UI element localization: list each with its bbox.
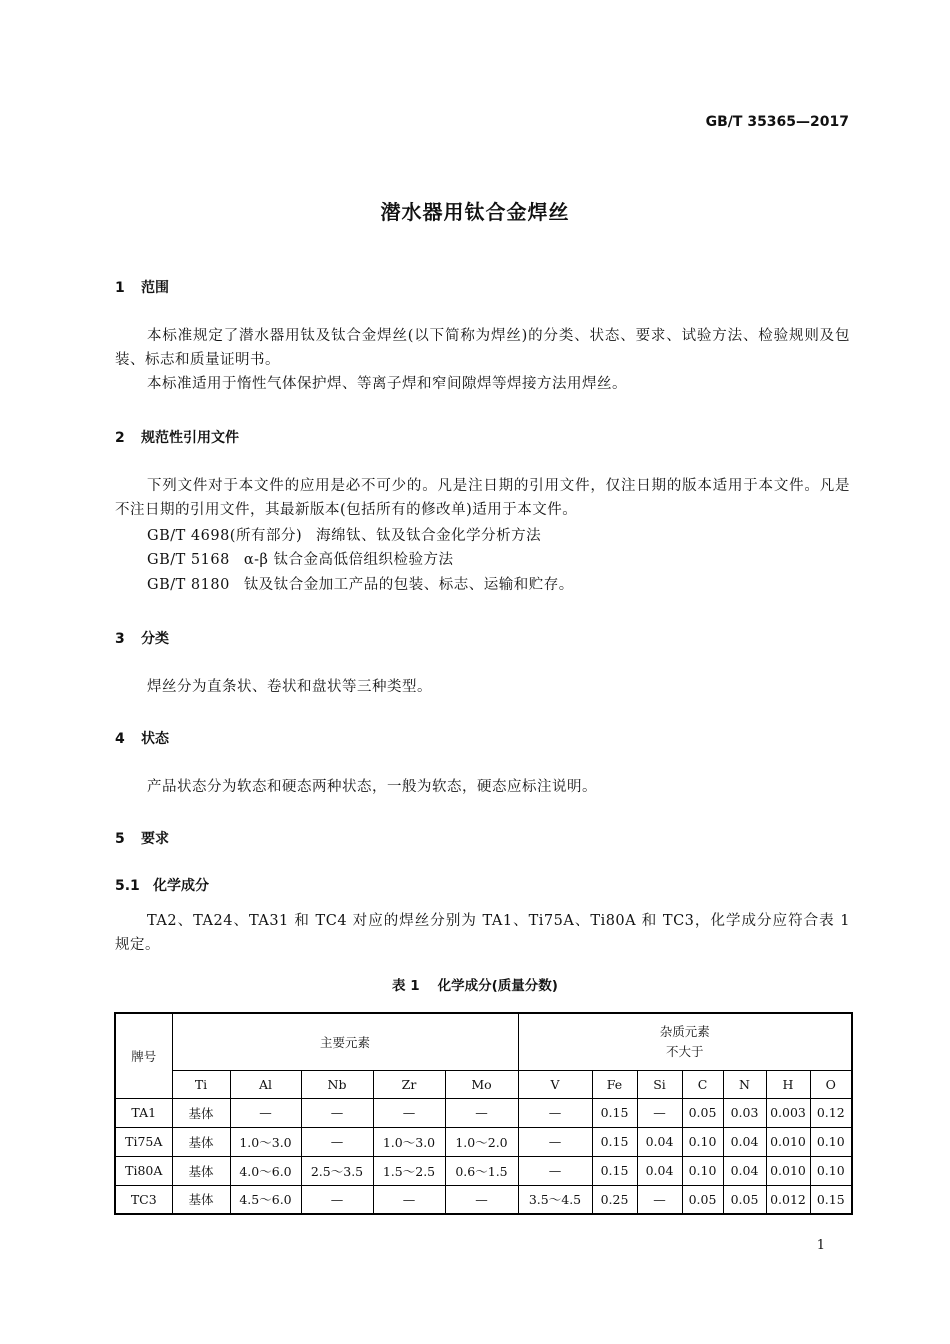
- reference-code: GB/T 8180: [147, 577, 230, 593]
- value-cell: 0.05: [682, 1098, 723, 1127]
- grade-cell: Ti80A: [115, 1156, 172, 1185]
- header-impurity-elements: [518, 1013, 852, 1070]
- value-cell: —: [301, 1185, 373, 1214]
- section-2-heading: [115, 427, 239, 447]
- value-cell: 基体: [172, 1098, 230, 1127]
- grade-cell: TA1: [115, 1098, 172, 1127]
- section-5-1-heading: [115, 875, 209, 895]
- table-row: [115, 1156, 852, 1185]
- reference-name: 海绵钛、钛及钛合金化学分析方法: [316, 528, 542, 544]
- value-cell: 1.0～3.0: [373, 1127, 445, 1156]
- table-number: 表 1: [392, 978, 420, 994]
- value-cell: 1.0～2.0: [445, 1127, 518, 1156]
- element-header: Zr: [373, 1070, 445, 1098]
- paragraph: 本标准适用于惰性气体保护焊、等离子焊和窄间隙焊等焊接方法用焊丝。: [147, 376, 627, 392]
- value-cell: —: [373, 1185, 445, 1214]
- element-header: H: [766, 1070, 810, 1098]
- value-cell: —: [445, 1098, 518, 1127]
- value-cell: 0.05: [723, 1185, 766, 1214]
- section-number: 3: [115, 631, 125, 647]
- table-caption: [0, 974, 950, 994]
- value-cell: —: [445, 1185, 518, 1214]
- value-cell: 0.10: [810, 1127, 852, 1156]
- value-cell: 4.0～6.0: [230, 1156, 301, 1185]
- value-cell: 0.15: [810, 1185, 852, 1214]
- value-cell: 0.15: [592, 1156, 637, 1185]
- grade-cell: Ti75A: [115, 1127, 172, 1156]
- value-cell: 0.04: [637, 1156, 682, 1185]
- value-cell: 0.6～1.5: [445, 1156, 518, 1185]
- section-4-heading: [115, 728, 169, 748]
- reference-item: [147, 573, 574, 594]
- value-cell: 基体: [172, 1127, 230, 1156]
- section-title: 分类: [141, 631, 169, 647]
- value-cell: 0.10: [810, 1156, 852, 1185]
- value-cell: 0.010: [766, 1127, 810, 1156]
- paragraph: 本标准规定了潜水器用钛及钛合金焊丝(以下简称为焊丝)的分类、状态、要求、试验方法、检验规则及包装、标志和质量证明书。: [115, 328, 850, 368]
- value-cell: 0.012: [766, 1185, 810, 1214]
- value-cell: —: [637, 1098, 682, 1127]
- header-grade: 牌号: [115, 1013, 172, 1098]
- reference-name: 钛及钛合金加工产品的包装、标志、运输和贮存。: [243, 577, 574, 593]
- element-header: O: [810, 1070, 852, 1098]
- value-cell: 基体: [172, 1156, 230, 1185]
- element-header: Fe: [592, 1070, 637, 1098]
- element-header: Nb: [301, 1070, 373, 1098]
- value-cell: 0.03: [723, 1098, 766, 1127]
- paragraph: 产品状态分为软态和硬态两种状态，一般为软态，硬态应标注说明。: [147, 779, 597, 795]
- reference-code: GB/T 5168: [147, 552, 230, 568]
- element-header: V: [518, 1070, 592, 1098]
- section-number: 2: [115, 430, 125, 446]
- section-3-heading: [115, 628, 169, 648]
- header-main-elements: 主要元素: [172, 1013, 518, 1070]
- value-cell: 0.04: [637, 1127, 682, 1156]
- element-header: Ti: [172, 1070, 230, 1098]
- section-1-heading: [115, 277, 169, 297]
- section-title: 规范性引用文件: [141, 430, 239, 446]
- value-cell: —: [518, 1156, 592, 1185]
- section-number: 1: [115, 280, 125, 296]
- value-cell: 1.0～3.0: [230, 1127, 301, 1156]
- reference-item: [147, 548, 454, 569]
- page-number: 1: [816, 1238, 825, 1253]
- paragraph: TA2、TA24、TA31 和 TC4 对应的焊丝分别为 TA1、Ti75A、Ti80A 和 TC3，化学成分应符合表 1 规定。: [115, 913, 850, 953]
- value-cell: 基体: [172, 1185, 230, 1214]
- section-title: 范围: [141, 280, 169, 296]
- element-header: Al: [230, 1070, 301, 1098]
- table-row: [115, 1127, 852, 1156]
- section-title: 要求: [141, 831, 169, 847]
- header-impurity-label: 杂质元素: [659, 1023, 710, 1039]
- value-cell: —: [518, 1127, 592, 1156]
- section-title: 状态: [141, 731, 169, 747]
- chemical-composition-table: [114, 1012, 853, 1215]
- value-cell: —: [637, 1185, 682, 1214]
- element-header: N: [723, 1070, 766, 1098]
- table-row: [115, 1185, 852, 1214]
- value-cell: —: [301, 1127, 373, 1156]
- reference-item: [147, 524, 541, 545]
- paragraph: 下列文件对于本文件的应用是必不可少的。凡是注日期的引用文件，仅注日期的版本适用于本文件。凡是不注日期的引用文件，其最新版本(包括所有的修改单)适用于本文件。: [115, 478, 850, 518]
- value-cell: 3.5～4.5: [518, 1185, 592, 1214]
- value-cell: 0.010: [766, 1156, 810, 1185]
- grade-cell: TC3: [115, 1185, 172, 1214]
- value-cell: 0.10: [682, 1127, 723, 1156]
- value-cell: 0.10: [682, 1156, 723, 1185]
- reference-code: GB/T 4698(所有部分): [147, 528, 303, 544]
- section-number: 4: [115, 731, 125, 747]
- value-cell: 2.5～3.5: [301, 1156, 373, 1185]
- value-cell: 1.5～2.5: [373, 1156, 445, 1185]
- section-number: 5.1: [115, 878, 140, 894]
- value-cell: 0.15: [592, 1127, 637, 1156]
- value-cell: 0.003: [766, 1098, 810, 1127]
- value-cell: —: [518, 1098, 592, 1127]
- value-cell: 0.25: [592, 1185, 637, 1214]
- element-header: Mo: [445, 1070, 518, 1098]
- value-cell: —: [373, 1098, 445, 1127]
- section-title: 化学成分: [153, 878, 209, 894]
- value-cell: 0.05: [682, 1185, 723, 1214]
- paragraph: 焊丝分为直条状、卷状和盘状等三种类型。: [147, 679, 432, 695]
- value-cell: 0.04: [723, 1127, 766, 1156]
- element-header: C: [682, 1070, 723, 1098]
- table-title: 化学成分(质量分数): [437, 978, 558, 994]
- value-cell: 0.15: [592, 1098, 637, 1127]
- section-number: 5: [115, 831, 125, 847]
- value-cell: 4.5～6.0: [230, 1185, 301, 1214]
- value-cell: 0.04: [723, 1156, 766, 1185]
- value-cell: —: [230, 1098, 301, 1127]
- document-title: 潜水器用钛合金焊丝: [380, 200, 570, 224]
- value-cell: 0.12: [810, 1098, 852, 1127]
- reference-name: α-β 钛合金高低倍组织检验方法: [243, 552, 454, 568]
- table-row: [115, 1098, 852, 1127]
- header-impurity-limit: 不大于: [665, 1043, 704, 1059]
- element-header: Si: [637, 1070, 682, 1098]
- value-cell: —: [301, 1098, 373, 1127]
- section-5-heading: [115, 828, 169, 848]
- standard-code: GB/T 35365—2017: [705, 114, 849, 130]
